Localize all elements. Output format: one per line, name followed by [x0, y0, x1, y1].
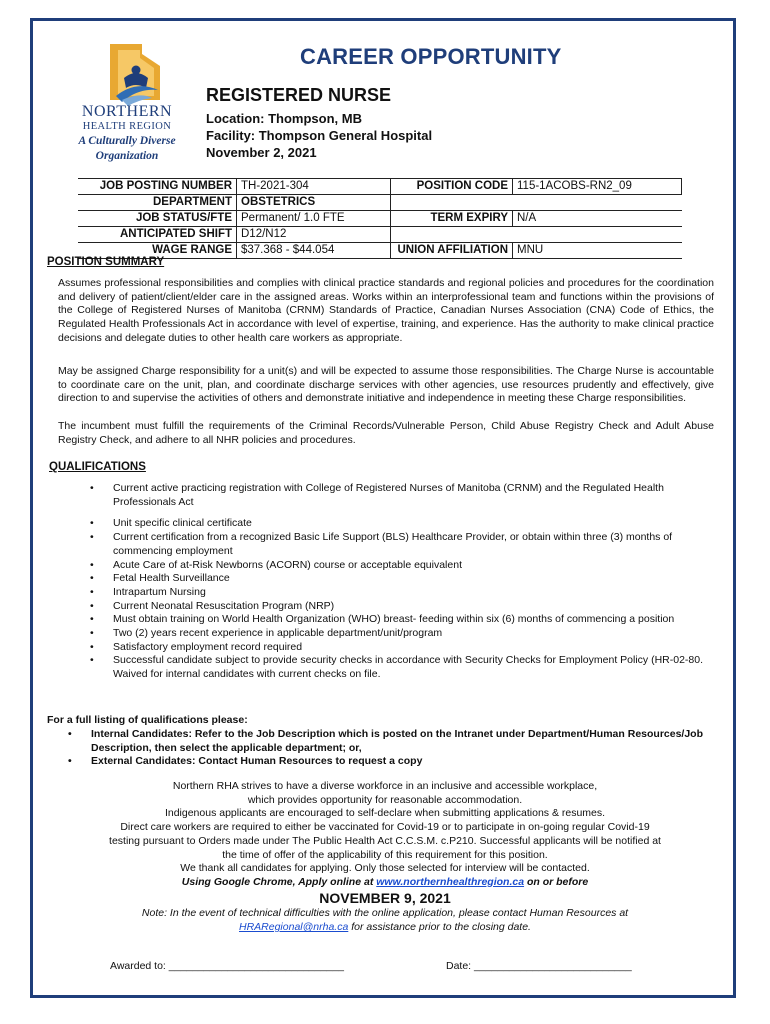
- list-item: • Successful candidate subject to provide security checks in accordance with Security Checks for Employment Policy (HR-02-80. Waived for internal candidates with current checks on file.: [90, 654, 720, 681]
- closing-line: We thank all candidates for applying. Only those selected for interview will be contacted.: [180, 862, 590, 875]
- list-item: • Intrapartum Nursing: [90, 586, 720, 600]
- list-item: • Current certification from a recognized Basic Life Support (BLS) Healthcare Provider, or obtain within three (3) months of commencing employment: [90, 531, 720, 558]
- wage-range-label: WAGE RANGE: [78, 243, 237, 259]
- full-listing-title: For a full listing of qualifications please:: [47, 714, 248, 726]
- closing-line: which provides opportunity for reasonable accommodation.: [247, 793, 523, 806]
- list-item: • External Candidates: Contact Human Resources to request a copy: [68, 755, 718, 769]
- website-link[interactable]: www.northernhealthregion.ca: [376, 875, 525, 888]
- awarded-to-field: Awarded to: ______________________________: [110, 960, 344, 972]
- position-code: 115-1ACOBS-RN2_09: [513, 179, 682, 195]
- job-status-label: JOB STATUS/FTE: [78, 211, 237, 227]
- closing-line: Direct care workers are required to either be vaccinated for Covid-19 or to participate in on-going regular Covid-19: [120, 821, 650, 834]
- anticipated-shift-label: ANTICIPATED SHIFT: [78, 227, 237, 243]
- list-item: • Current Neonatal Resuscitation Program (NRP): [90, 600, 720, 614]
- posting-date: November 2, 2021: [206, 145, 317, 160]
- list-item: • Internal Candidates: Refer to the Job Description which is posted on the Intranet under Department/Human Resources/Job Description, then select the applicable department; or,: [68, 728, 718, 755]
- wage-range: $37.368 - $44.054: [237, 243, 391, 259]
- union-affiliation: MNU: [513, 243, 682, 259]
- closing-deadline: NOVEMBER 9, 2021: [319, 890, 451, 906]
- position-summary-heading: POSITION SUMMARY: [47, 256, 165, 268]
- department: OBSTETRICS: [237, 195, 391, 211]
- logo-tagline-line2: Organization: [95, 150, 159, 162]
- position-title: REGISTERED NURSE: [206, 85, 392, 105]
- term-expiry: N/A: [513, 211, 682, 227]
- facility: Facility: Thompson General Hospital: [206, 128, 433, 143]
- summary-paragraph-2: May be assigned Charge responsibility for a unit(s) and will be expected to assume those responsibilities. The Charge Nurse is accountable to coordinate care on the unit, plan, and coordinate discharge services with other agencies, use resources prudently and effectively, give direction to and supervise the activities of others and demonstrate initiative and independence in meeting these Charge responsibilities.: [58, 365, 714, 405]
- logo-wordmark: [62, 104, 192, 163]
- note-suffix: for assistance prior to the closing date.: [348, 921, 531, 933]
- term-expiry-label: TERM EXPIRY: [391, 211, 513, 227]
- location: Location: Thompson, MB: [206, 111, 362, 126]
- list-item: • Fetal Health Surveillance: [90, 572, 720, 586]
- job-posting-number-label: JOB POSTING NUMBER: [78, 179, 237, 195]
- summary-paragraph-3: The incumbent must fulfill the requirements of the Criminal Records/Vulnerable Person, Child Abuse Registry Check and Adult Abuse Registry Check, and adhere to all NHR policies and procedures.: [58, 420, 714, 446]
- closing-statements: [40, 780, 730, 890]
- posting-details: [206, 110, 432, 161]
- list-item: • Two (2) years recent experience in applicable department/unit/program: [90, 627, 720, 641]
- list-item: • Satisfactory employment record required: [90, 641, 720, 655]
- technical-note: [40, 906, 730, 934]
- anticipated-shift: D12/N12: [237, 227, 391, 243]
- department-label: DEPARTMENT: [78, 195, 237, 211]
- job-posting-number: TH-2021-304: [237, 179, 391, 195]
- hr-email-link[interactable]: HRARegional@nrha.ca: [239, 921, 349, 933]
- job-status: Permanent/ 1.0 FTE: [237, 211, 391, 227]
- closing-line: Northern RHA strives to have a diverse workforce in an inclusive and accessible workplace,: [172, 780, 598, 792]
- date-field: Date: ___________________________: [446, 960, 632, 972]
- qualifications-list: [90, 482, 720, 682]
- closing-line: the time of offer of the applicability of this requirement for this position.: [222, 848, 548, 861]
- qualifications-heading: QUALIFICATIONS: [49, 461, 146, 473]
- closing-line: Indigenous applicants are encouraged to self-declare when submitting applications & resumes.: [164, 807, 606, 820]
- union-affiliation-label: UNION AFFILIATION: [391, 243, 513, 259]
- list-item: • Unit specific clinical certificate: [90, 517, 720, 531]
- apply-prefix: Using Google Chrome, Apply online at: [181, 875, 377, 888]
- closing-line: testing pursuant to Orders made under The Public Health Act C.C.S.M. c.P210. Successful applicants will be notified at: [109, 834, 661, 847]
- job-info-table: [78, 178, 682, 259]
- list-item: • Acute Care of at-Risk Newborns (ACORN) course or acceptable equivalent: [90, 559, 720, 573]
- list-item: • Current active practicing registration with College of Registered Nurses of Manitoba (CRNM) and the Regulated Health Professionals Act: [90, 482, 720, 509]
- apply-suffix: on or before: [524, 875, 589, 888]
- apply-instructions: [40, 876, 730, 890]
- summary-paragraph-1: Assumes professional responsibilities and complies with clinical practice standards and regional policies and procedures for the coordination and delivery of patient/client/elder care in the assigned areas. Works within an interprofessional team and functions within the provisions of the College of Registered Nurses of Manitoba (CRNM) Standards of Practice, Canadian Nurses Association (CNA) Code of Ethics, the Regulated Health Professionals Act in accordance with level of expertise, training, and experience. Has the authority to make clinical practice decisions and delegate duties to other health care workers as appropriate.: [58, 277, 714, 344]
- logo-name-line2: HEALTH REGION: [82, 121, 172, 132]
- page-title: CAREER OPPORTUNITY: [300, 44, 562, 69]
- list-item: • Must obtain training on World Health Organization (WHO) breast- feeding within six (6) months of commencing a position: [90, 613, 720, 627]
- logo-tagline-line1: A Culturally Diverse: [78, 135, 176, 147]
- note-prefix: Note: In the event of technical difficulties with the online application, please contact Human Resources at: [141, 907, 629, 919]
- full-listing-list: [68, 728, 718, 769]
- logo-name-line1: NORTHERN: [81, 103, 173, 120]
- position-code-label: POSITION CODE: [391, 179, 513, 195]
